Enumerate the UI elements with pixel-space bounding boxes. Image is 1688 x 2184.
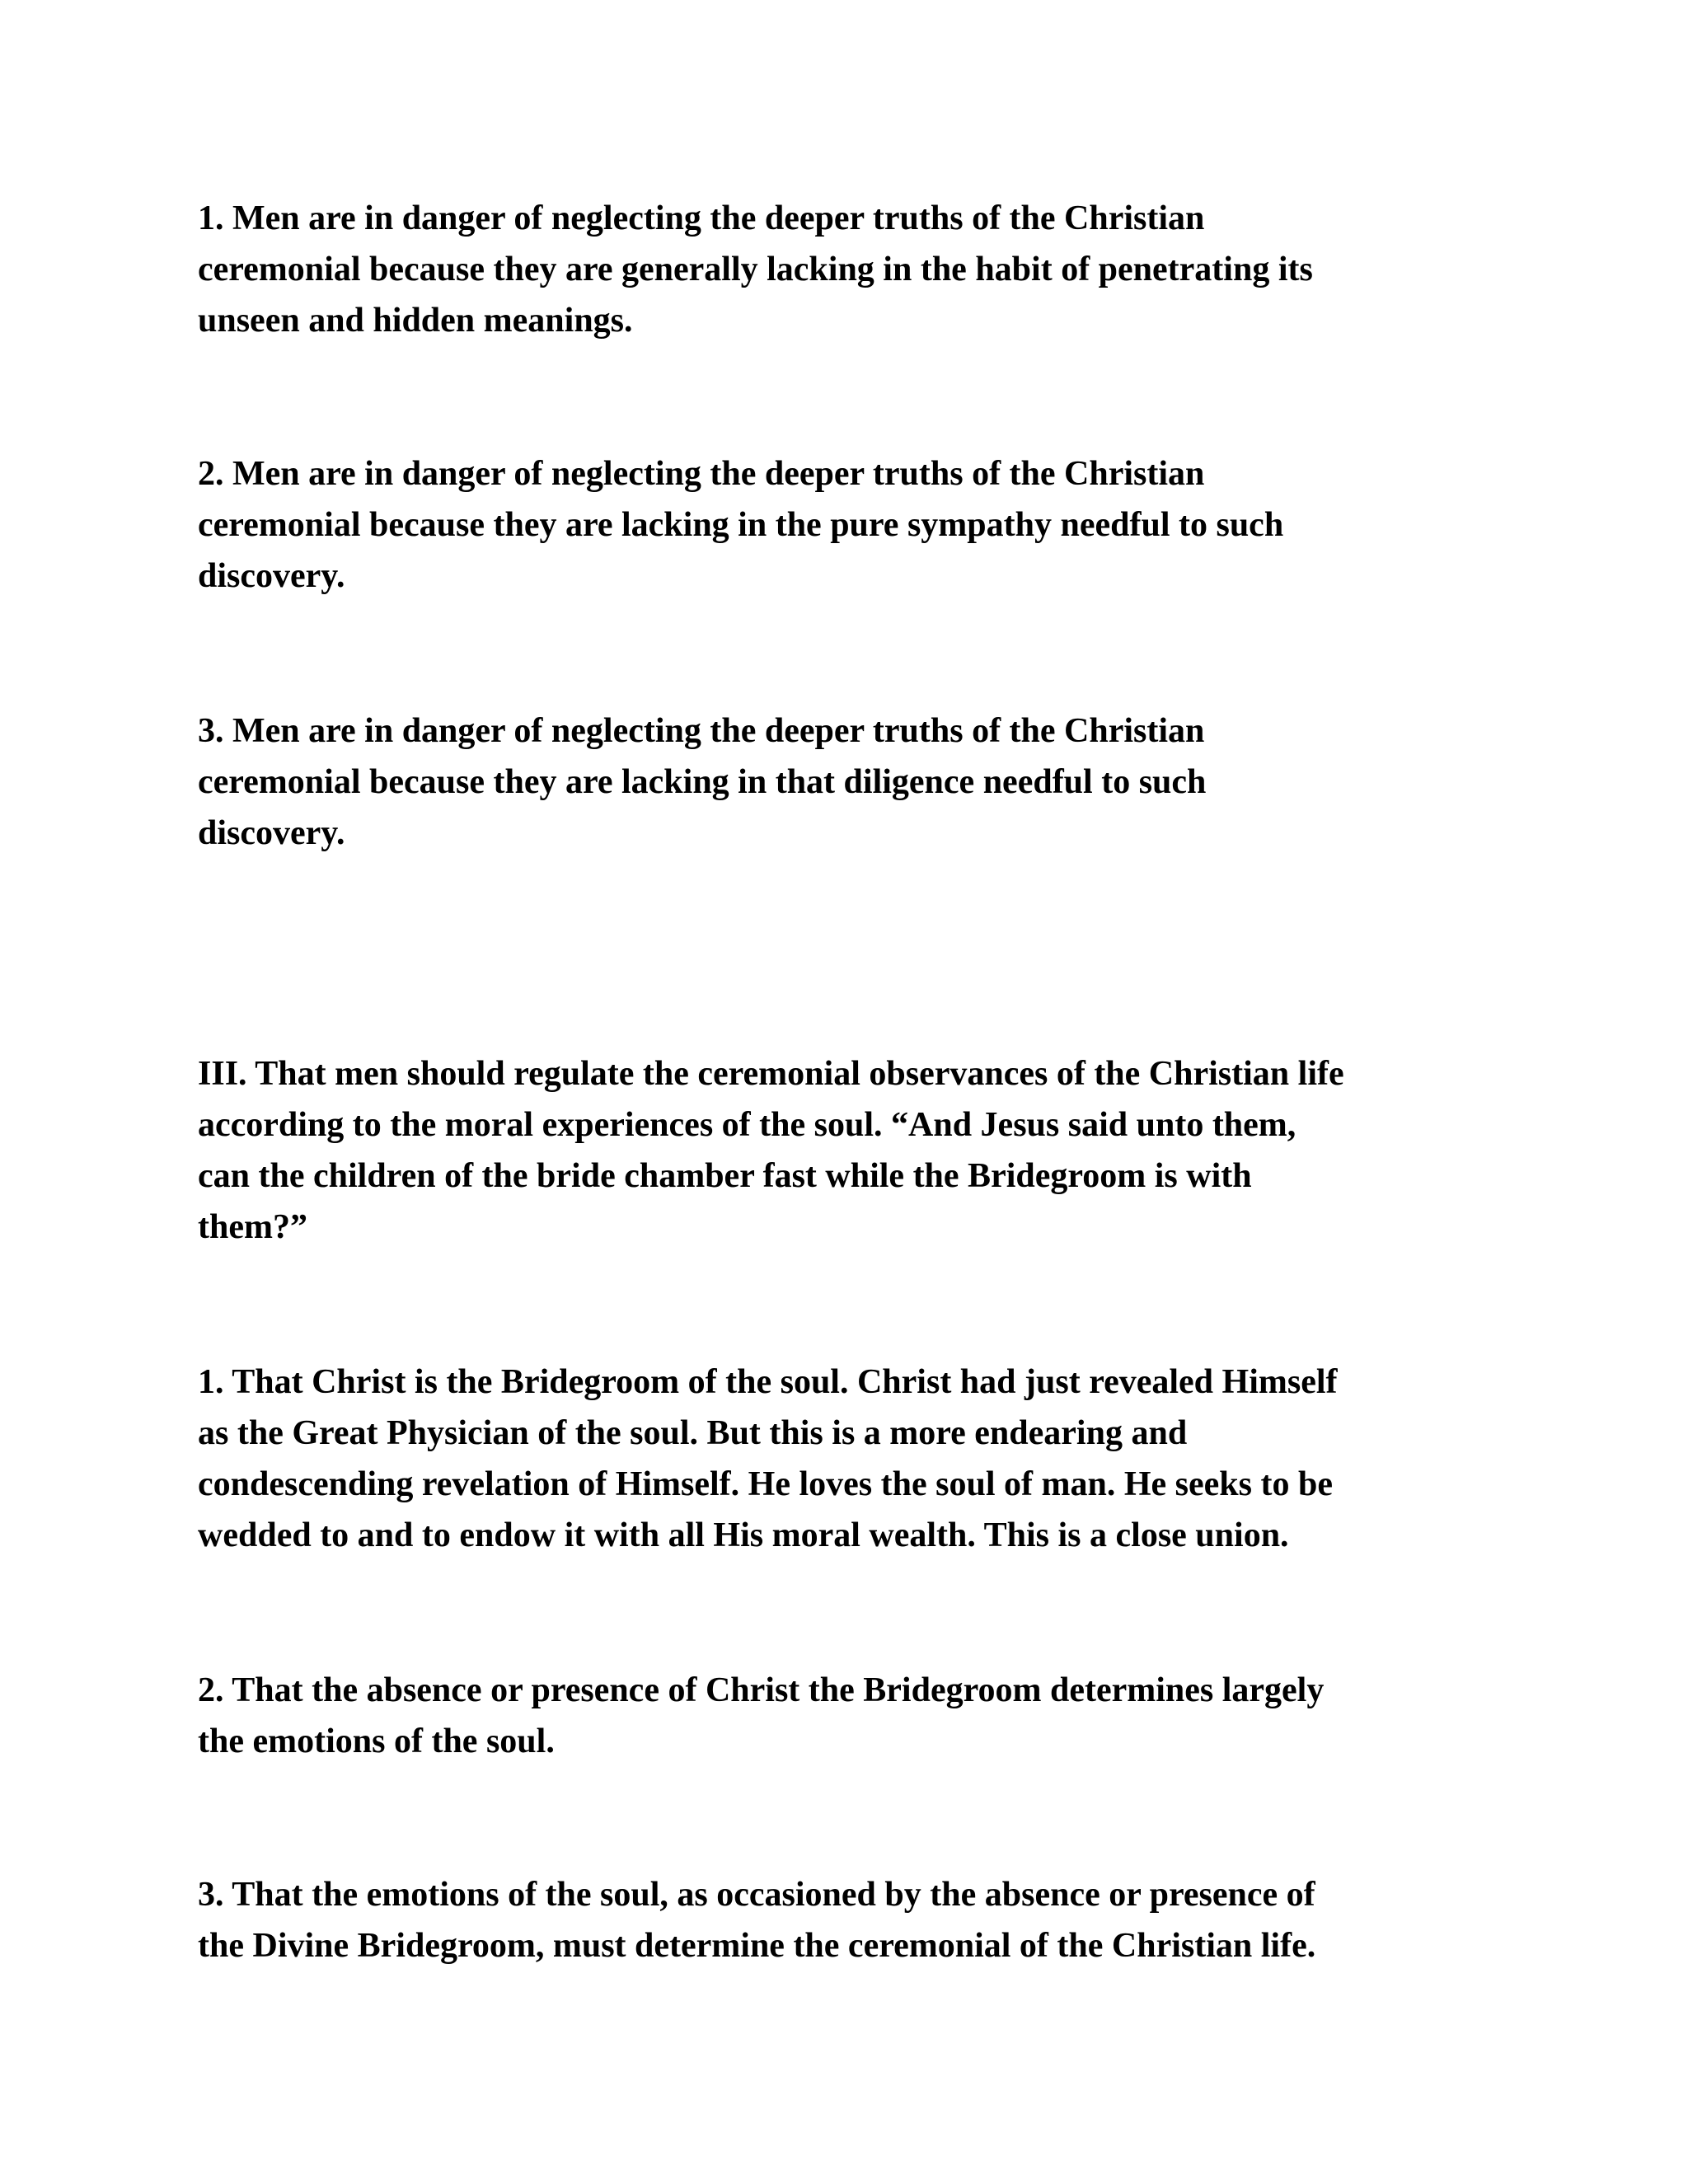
paragraph-bridegroom-1: 1. That Christ is the Bridegroom of the soul. Christ had just revealed Himself as the Great Physician of the soul. But this is a more endearing and condescending revelation of Himself. He loves the soul of man. He seeks to be wedded to and to endow it with all His moral wealth. This is a close union. — [198, 1363, 1338, 1554]
paragraph-section-iii: III. That men should regulate the ceremonial observances of the Christian life according to the moral experiences of the soul. “And Jesus said unto them, can the children of the bride chamber fast while the Bridegroom is with them?” — [198, 1055, 1344, 1246]
paragraph-bridegroom-2: 2. That the absence or presence of Christ the Bridegroom determines largely the emotions of the soul. — [198, 1671, 1325, 1760]
paragraph-bridegroom-3: 3. That the emotions of the soul, as occasioned by the absence or presence of the Divine Bridegroom, must determine the ceremonial of the Christian life. — [198, 1876, 1316, 1965]
paragraph-point-2-sympathy: 2. Men are in danger of neglecting the deeper truths of the Christian ceremonial because they are lacking in the pure sympathy needful to such discovery. — [198, 455, 1284, 595]
paragraph-point-3-diligence: 3. Men are in danger of neglecting the deeper truths of the Christian ceremonial because they are lacking in that diligence needful to such discovery. — [198, 712, 1207, 852]
paragraph-point-1-habit: 1. Men are in danger of neglecting the deeper truths of the Christian ceremonial because they are generally lacking in the habit of penetrating its unseen and hidden meanings. — [198, 199, 1313, 340]
